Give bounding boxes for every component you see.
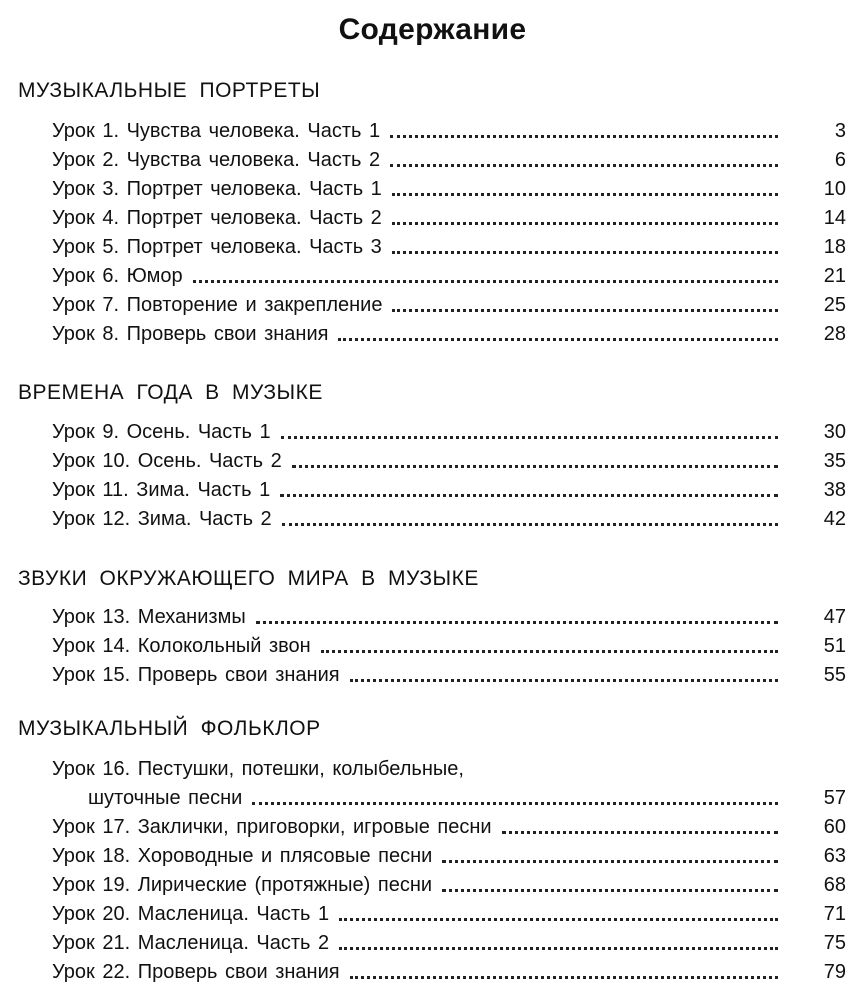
- dot-leader: [350, 950, 778, 979]
- dot-leader: [390, 138, 778, 167]
- dot-leader: [280, 468, 778, 497]
- toc-entry-label: Урок 7. Повторение и закрепление: [52, 294, 383, 316]
- toc-entry-label: Урок 3. Портрет человека. Часть 1: [52, 178, 382, 200]
- toc-entry-label: Урок 11. Зима. Часть 1: [52, 479, 271, 501]
- section-heading-portraits: МУЗЫКАЛЬНЫЕ ПОРТРЕТЫ: [18, 79, 321, 102]
- toc-entry-label: Урок 21. Масленица. Часть 2: [52, 932, 330, 954]
- dot-leader: [390, 109, 778, 138]
- toc-entry-label: Урок 5. Портрет человека. Часть 3: [52, 236, 382, 258]
- toc-entry-label: Урок 2. Чувства человека. Часть 2: [52, 149, 381, 171]
- toc-entry-page: 68: [823, 874, 846, 896]
- section-heading-sounds: ЗВУКИ ОКРУЖАЮЩЕГО МИРА В МУЗЫКЕ: [18, 567, 479, 590]
- toc-entry-label: Урок 15. Проверь свои знания: [52, 664, 340, 686]
- toc-entry-label: Урок 13. Механизмы: [52, 606, 246, 628]
- toc-entry-page: 38: [823, 479, 846, 501]
- toc-entry-page: 6: [834, 149, 846, 171]
- dot-leader: [256, 595, 778, 624]
- dot-leader: [350, 653, 778, 682]
- toc-entry-page: 79: [823, 961, 846, 983]
- toc-entry-page: 35: [823, 450, 846, 472]
- toc-entry-label: Урок 19. Лирические (протяжные) песни: [52, 874, 433, 896]
- dot-leader: [502, 805, 778, 834]
- dot-leader: [282, 497, 778, 526]
- toc-entry-page: 75: [823, 932, 846, 954]
- toc-entry-page: 30: [823, 421, 846, 443]
- toc-entry-label: Урок 9. Осень. Часть 1: [52, 421, 271, 443]
- toc-entry[interactable]: [52, 659, 846, 688]
- section-heading-seasons: ВРЕМЕНА ГОДА В МУЗЫКЕ: [18, 381, 323, 404]
- toc-entry[interactable]: [52, 318, 846, 347]
- toc-entry-label: Урок 14. Колокольный звон: [52, 635, 311, 657]
- toc-entry-page: 71: [823, 903, 846, 925]
- dot-leader: [281, 410, 778, 439]
- dot-leader: [392, 196, 778, 225]
- toc-entry-page: 63: [823, 845, 846, 867]
- dot-leader: [392, 167, 778, 196]
- toc-entry-page: 42: [823, 508, 846, 530]
- dot-leader: [339, 921, 778, 950]
- dot-leader: [338, 312, 778, 341]
- dot-leader: [292, 439, 778, 468]
- toc-entry-label: Урок 6. Юмор: [52, 265, 183, 287]
- dot-leader: [442, 863, 778, 892]
- toc-entry-label: Урок 20. Масленица. Часть 1: [52, 903, 330, 925]
- toc-entry-label: Урок 10. Осень. Часть 2: [52, 450, 282, 472]
- toc-entry[interactable]: [52, 503, 846, 532]
- toc-entry-page: 55: [823, 664, 846, 686]
- toc-entry-page: 3: [834, 120, 846, 142]
- toc-entry-label: Урок 22. Проверь свои знания: [52, 961, 340, 983]
- dot-leader: [321, 624, 778, 653]
- toc-entry-page: 18: [823, 236, 846, 258]
- dot-leader: [252, 776, 778, 805]
- toc-entry-label: Урок 17. Заклички, приговорки, игровые песни: [52, 816, 492, 838]
- dot-leader: [339, 892, 778, 921]
- toc-entry-page: 57: [823, 787, 846, 809]
- toc-entry-page: 47: [823, 606, 846, 628]
- toc-entry-page: 60: [823, 816, 846, 838]
- toc-entry-page: 28: [823, 323, 846, 345]
- section-heading-folklore: МУЗЫКАЛЬНЫЙ ФОЛЬКЛОР: [18, 717, 321, 740]
- dot-leader: [442, 834, 778, 863]
- page-title: Содержание: [338, 13, 527, 46]
- toc-entry-page: 21: [823, 265, 846, 287]
- toc-entry-label: Урок 4. Портрет человека. Часть 2: [52, 207, 382, 229]
- toc-entry-label: Урок 1. Чувства человека. Часть 1: [52, 120, 381, 142]
- toc-entry-label: Урок 8. Проверь свои знания: [52, 323, 329, 345]
- toc-entry-page: 14: [823, 207, 846, 229]
- toc-entry-page: 10: [823, 178, 846, 200]
- dot-leader: [392, 225, 778, 254]
- dot-leader: [392, 283, 778, 312]
- toc-entry[interactable]: [52, 956, 846, 985]
- toc-entry-page: 25: [823, 294, 846, 316]
- toc-entry-page: 51: [823, 635, 846, 657]
- toc-entry-label-continued: шуточные песни: [88, 787, 243, 809]
- dot-leader: [193, 254, 778, 283]
- toc-entry-label: Урок 12. Зима. Часть 2: [52, 508, 272, 530]
- toc-entry-label: Урок 18. Хороводные и плясовые песни: [52, 845, 433, 867]
- toc-entry-label[interactable]: Урок 16. Пестушки, потешки, колыбельные,: [52, 758, 464, 780]
